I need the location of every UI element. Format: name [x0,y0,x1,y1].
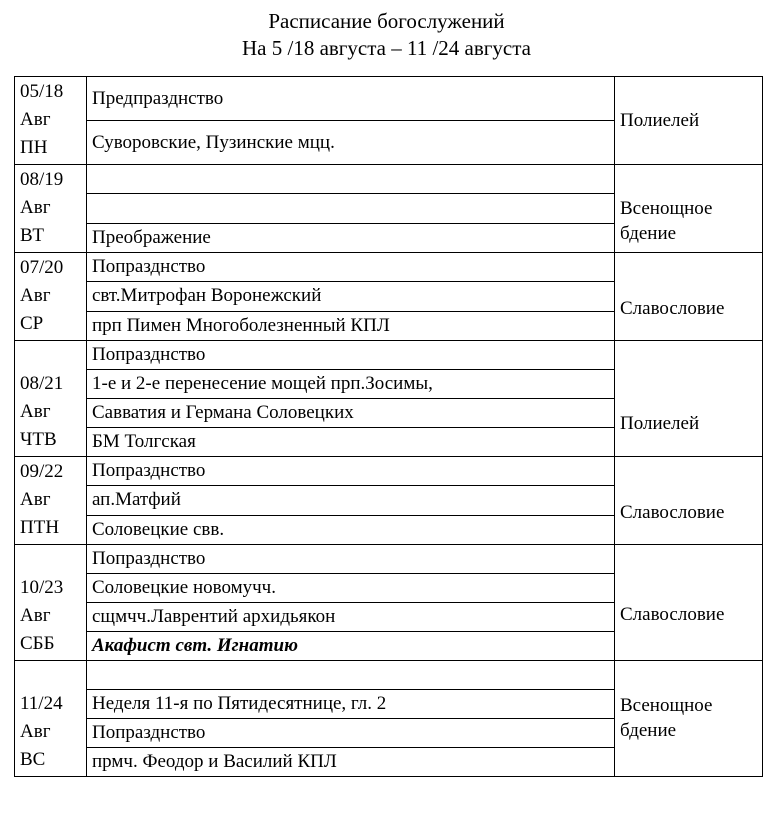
event-cell: БМ Толгская [87,428,615,457]
day-cell: 11/24 Авг ВС [15,661,87,777]
table-row [15,457,763,486]
event-cell: Попразднство [87,253,615,282]
event-cell: Попразднство [87,457,615,486]
table-row [15,545,763,574]
event-cell [87,194,615,223]
service-type-cell: Полиелей [615,77,763,165]
event-cell: Попразднство [87,341,615,370]
page-title: Расписание богослужений [268,9,505,33]
event-cell: Предпразднство [87,77,615,121]
day-cell: 10/23 Авг СББ [15,545,87,661]
schedule-table [14,76,763,777]
service-type-cell: Славословие [615,545,763,661]
table-row [15,77,763,121]
event-cell: Попразднство [87,719,615,748]
day-cell: 05/18 Авг ПН [15,77,87,165]
table-row [15,661,763,690]
event-cell-highlighted: Акафист свт. Игнатию [87,632,615,661]
event-cell: Соловецкие свв. [87,515,615,544]
event-cell: Неделя 11-я по Пятидесятнице, гл. 2 [87,690,615,719]
event-cell: прмч. Феодор и Василий КПЛ [87,748,615,777]
event-cell: Преображение [87,223,615,252]
day-cell: 08/21 Авг ЧТВ [15,341,87,457]
service-type-cell: Славословие [615,253,763,341]
event-cell: Савватия и Германа Соловецких [87,399,615,428]
event-cell: сщмчч.Лаврентий архидьякон [87,603,615,632]
page-subtitle: На 5 /18 августа – 11 /24 августа [242,36,531,60]
event-cell: ап.Матфий [87,486,615,515]
event-cell: прп Пимен Многоболезненный КПЛ [87,311,615,340]
schedule-table-wrapper [14,76,763,777]
day-cell: 07/20 Авг СР [15,253,87,341]
table-row [15,341,763,370]
table-row [15,165,763,194]
event-cell: 1-е и 2-е перенесение мощей прп.Зосимы, [87,370,615,399]
service-type-cell: Всенощное бдение [615,165,763,253]
service-type-cell: Всенощное бдение [615,661,763,777]
event-cell: Соловецкие новомучч. [87,574,615,603]
service-type-cell: Славословие [615,457,763,545]
event-cell: Суворовские, Пузинские мцц. [87,121,615,165]
day-cell: 08/19 Авг ВТ [15,165,87,253]
document-title-block [0,0,773,62]
table-row [15,253,763,282]
day-cell: 09/22 Авг ПТН [15,457,87,545]
event-cell: Попразднство [87,545,615,574]
service-type-cell: Полиелей [615,341,763,457]
schedule-table-body [15,77,763,777]
event-cell [87,661,615,690]
event-cell [87,165,615,194]
event-cell: свт.Митрофан Воронежский [87,282,615,311]
